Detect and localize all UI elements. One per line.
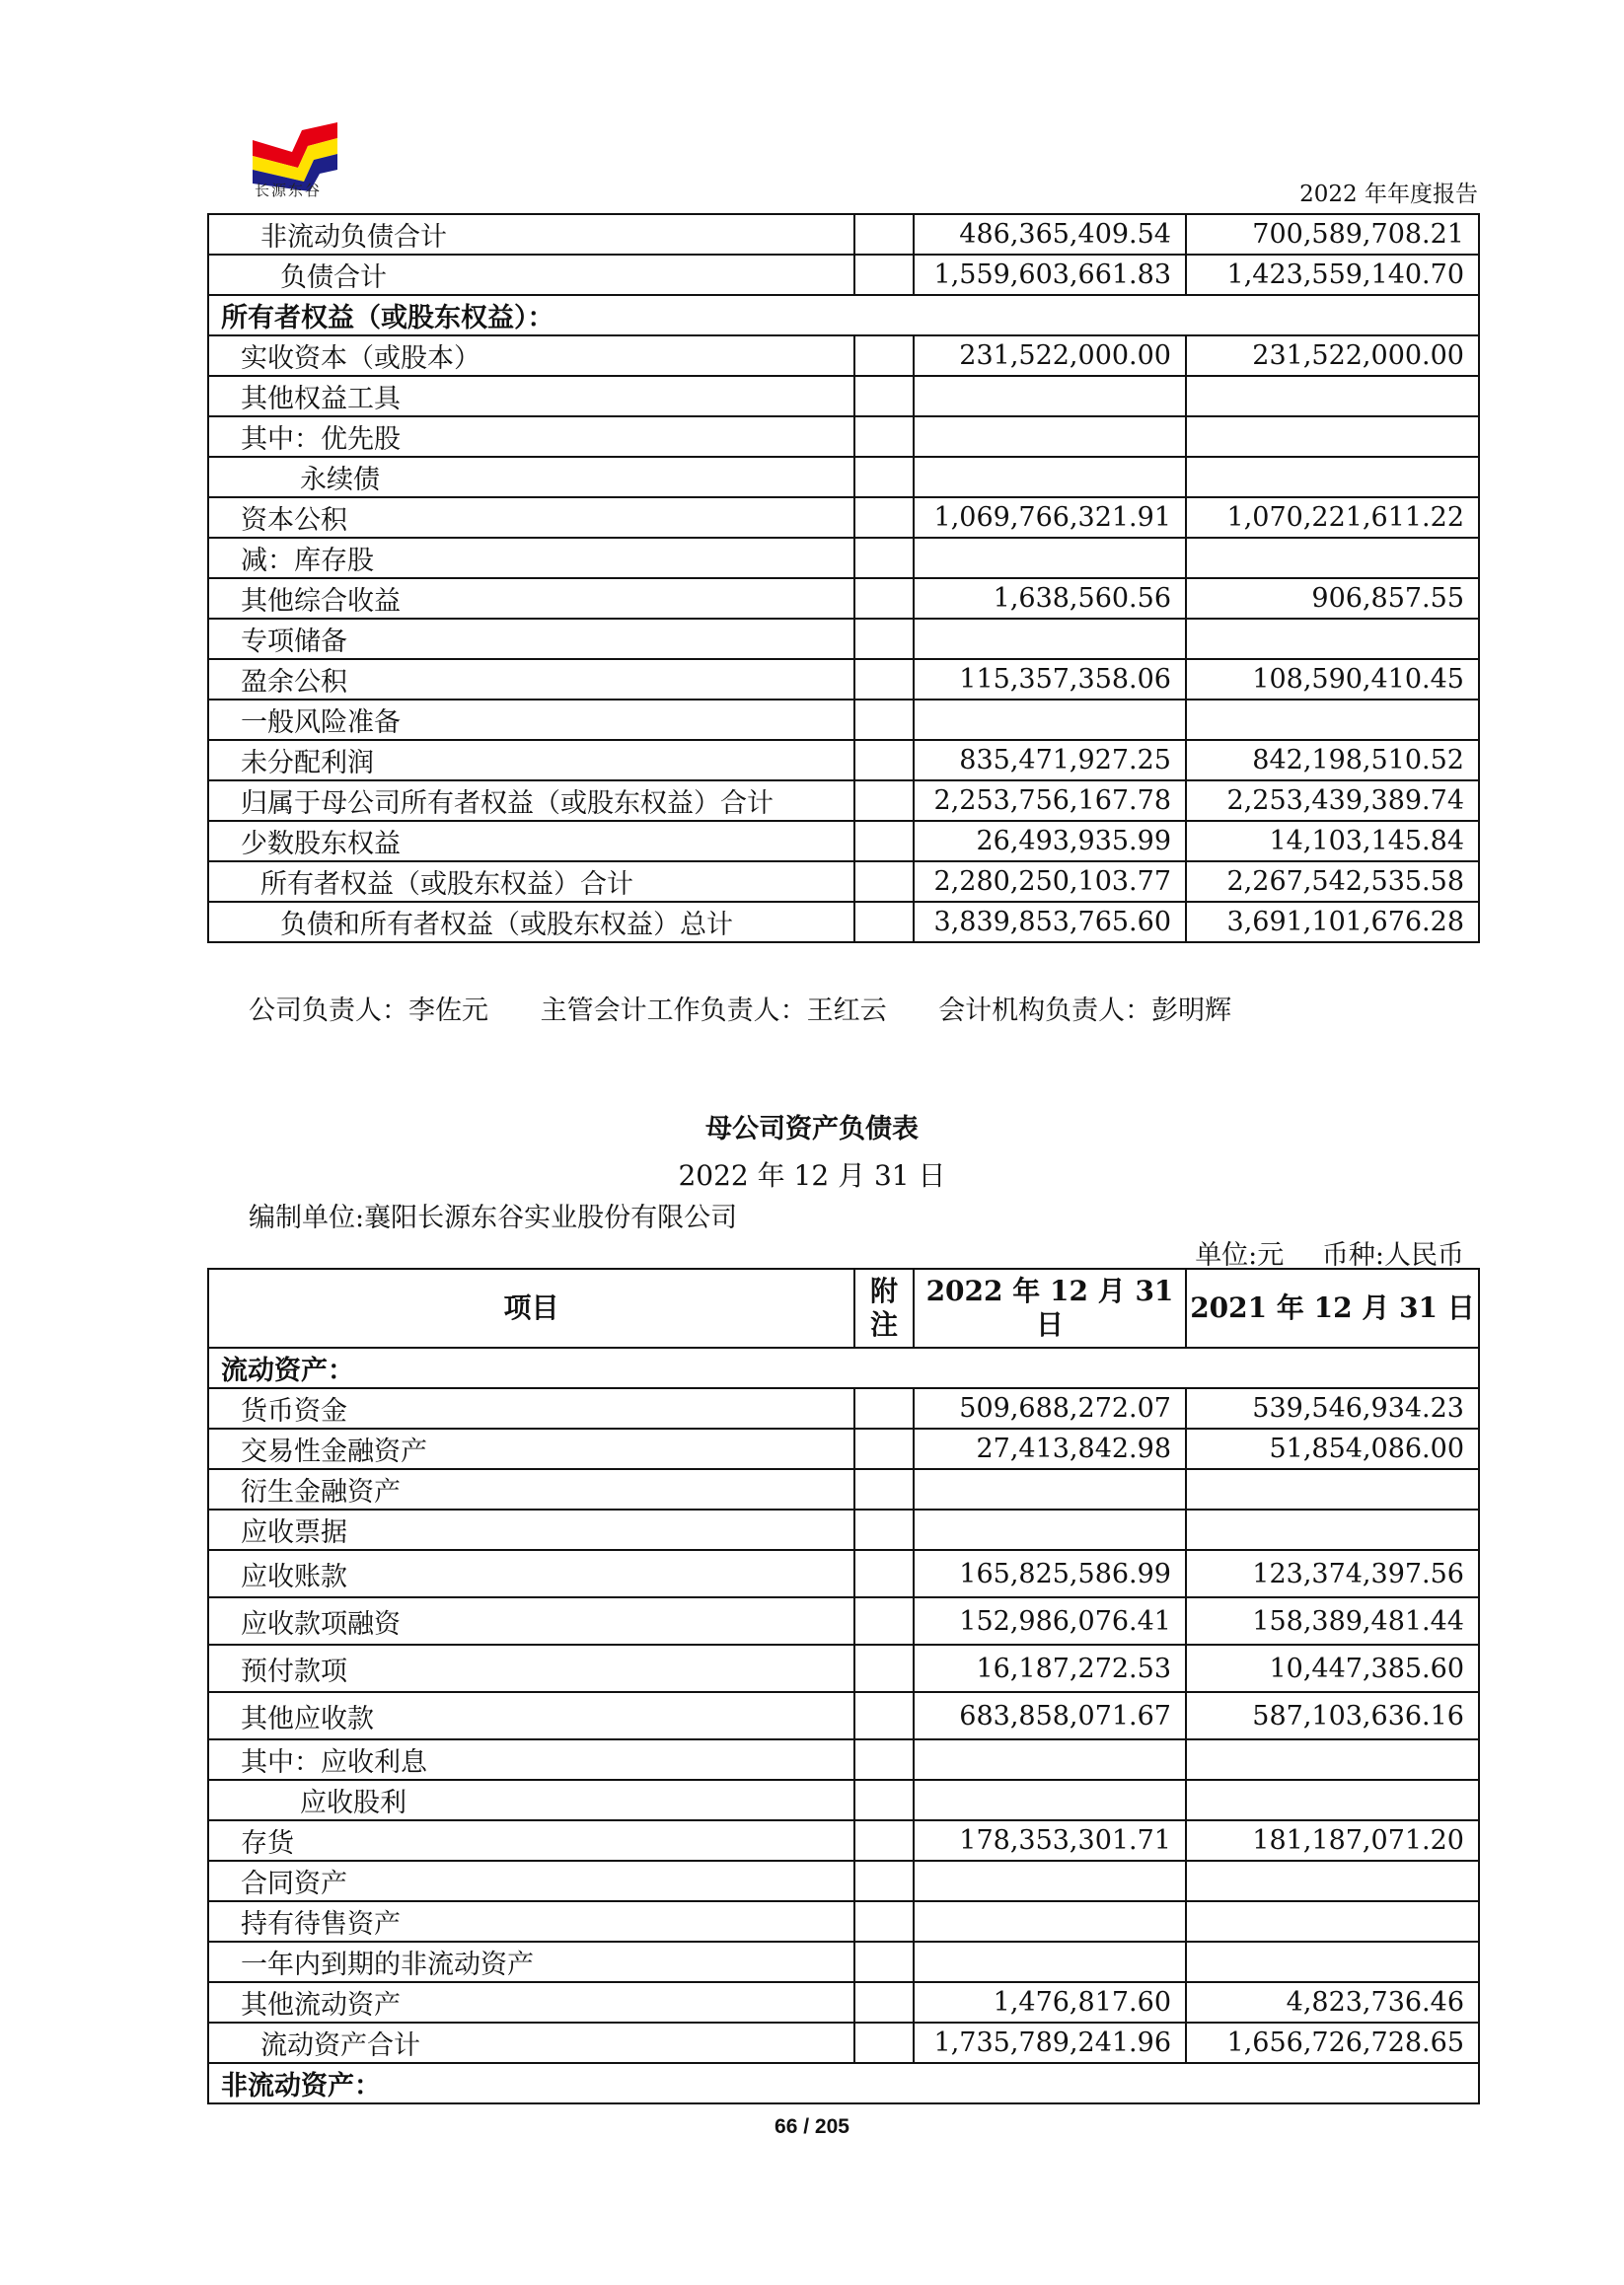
table-row [208, 376, 1479, 416]
section-header-row [208, 1348, 1479, 1388]
row-note [854, 1692, 914, 1739]
table-row [208, 1597, 1479, 1645]
table-row [208, 214, 1479, 255]
row-value-2021 [1186, 457, 1479, 497]
row-item-label: 货币资金 [208, 1388, 854, 1429]
row-value-2022: 835,471,927.25 [914, 740, 1186, 780]
row-value-2021 [1186, 376, 1479, 416]
row-value-2022 [914, 1510, 1186, 1550]
row-value-2022: 1,476,817.60 [914, 1982, 1186, 2023]
accounting-head-signature: 主管会计工作负责人：王红云 [540, 995, 887, 1026]
table-row [208, 1861, 1479, 1901]
table-row [208, 1942, 1479, 1982]
row-value-2022: 3,839,853,765.60 [914, 902, 1186, 942]
row-note [854, 1388, 914, 1429]
row-note [854, 255, 914, 295]
row-note [854, 335, 914, 376]
row-value-2021: 842,198,510.52 [1186, 740, 1479, 780]
row-value-2021: 158,389,481.44 [1186, 1597, 1479, 1645]
row-item-label: 非流动负债合计 [208, 214, 854, 255]
company-head-signature: 公司负责人：李佐元 [249, 995, 488, 1026]
row-note [854, 416, 914, 457]
row-value-2022: 683,858,071.67 [914, 1692, 1186, 1739]
row-value-2022 [914, 619, 1186, 659]
row-item-label: 减：库存股 [208, 538, 854, 578]
row-value-2021: 108,590,410.45 [1186, 659, 1479, 700]
table-row [208, 538, 1479, 578]
row-note [854, 1982, 914, 2023]
row-item-label: 资本公积 [208, 497, 854, 538]
row-item-label: 持有待售资产 [208, 1901, 854, 1942]
row-item-label: 其中：应收利息 [208, 1739, 854, 1780]
row-value-2021: 231,522,000.00 [1186, 335, 1479, 376]
row-value-2022 [914, 457, 1186, 497]
row-value-2022 [914, 700, 1186, 740]
row-value-2022: 16,187,272.53 [914, 1645, 1186, 1692]
row-note [854, 659, 914, 700]
table-row [208, 1692, 1479, 1739]
table-row [208, 1739, 1479, 1780]
row-item-label: 其他权益工具 [208, 376, 854, 416]
row-value-2021: 587,103,636.16 [1186, 1692, 1479, 1739]
row-value-2022: 1,069,766,321.91 [914, 497, 1186, 538]
row-note [854, 1645, 914, 1692]
row-item-label: 专项储备 [208, 619, 854, 659]
parent-balance-sheet-table [207, 1268, 1480, 2104]
logo-text: 长源东谷 [255, 182, 323, 199]
section-label: 所有者权益（或股东权益）： [208, 295, 1479, 335]
row-note [854, 1597, 914, 1645]
row-item-label: 归属于母公司所有者权益（或股东权益）合计 [208, 780, 854, 821]
statement-date: 2022 年 12 月 31 日 [678, 1159, 946, 1192]
row-item-label: 一般风险准备 [208, 700, 854, 740]
row-value-2022 [914, 1901, 1186, 1942]
row-value-2021 [1186, 538, 1479, 578]
table-header-row [208, 1269, 1479, 1348]
row-value-2022: 152,986,076.41 [914, 1597, 1186, 1645]
table-row [208, 1510, 1479, 1550]
table-row [208, 255, 1479, 295]
accounting-dept-head-signature: 会计机构负责人：彭明辉 [938, 995, 1232, 1026]
page-header [207, 111, 1478, 215]
row-note [854, 2023, 914, 2063]
row-value-2021: 906,857.55 [1186, 578, 1479, 619]
row-value-2021: 2,253,439,389.74 [1186, 780, 1479, 821]
table-row [208, 1550, 1479, 1597]
row-item-label: 其他应收款 [208, 1692, 854, 1739]
row-value-2021 [1186, 1780, 1479, 1820]
row-note [854, 780, 914, 821]
table-row [208, 578, 1479, 619]
row-value-2022 [914, 1780, 1186, 1820]
currency-label: 币种:人民币 [1321, 1240, 1464, 1271]
row-value-2021: 3,691,101,676.28 [1186, 902, 1479, 942]
row-note [854, 1820, 914, 1861]
table-row [208, 416, 1479, 457]
row-value-2021: 4,823,736.46 [1186, 1982, 1479, 2023]
row-item-label: 预付款项 [208, 1645, 854, 1692]
row-value-2021: 700,589,708.21 [1186, 214, 1479, 255]
row-value-2021 [1186, 700, 1479, 740]
table-row [208, 1780, 1479, 1820]
row-note [854, 821, 914, 861]
row-item-label: 盈余公积 [208, 659, 854, 700]
table-row [208, 1901, 1479, 1942]
row-note [854, 1429, 914, 1469]
row-note [854, 1861, 914, 1901]
row-value-2022: 165,825,586.99 [914, 1550, 1186, 1597]
row-value-2021 [1186, 1739, 1479, 1780]
section-label: 非流动资产： [208, 2063, 1479, 2103]
row-note [854, 457, 914, 497]
table-row [208, 497, 1479, 538]
row-item-label: 其中：优先股 [208, 416, 854, 457]
row-value-2021: 1,423,559,140.70 [1186, 255, 1479, 295]
row-value-2021: 51,854,086.00 [1186, 1429, 1479, 1469]
section-label: 流动资产： [208, 1348, 1479, 1388]
row-item-label: 存货 [208, 1820, 854, 1861]
statement-title: 母公司资产负债表 [705, 1114, 919, 1144]
row-value-2021 [1186, 416, 1479, 457]
row-note [854, 619, 914, 659]
table-row [208, 1982, 1479, 2023]
row-note [854, 214, 914, 255]
table-row [208, 2023, 1479, 2063]
row-item-label: 一年内到期的非流动资产 [208, 1942, 854, 1982]
column-header-note [854, 1269, 914, 1348]
row-value-2022 [914, 1942, 1186, 1982]
row-value-2022 [914, 1861, 1186, 1901]
row-item-label: 应收票据 [208, 1510, 854, 1550]
row-note [854, 1510, 914, 1550]
row-value-2022: 26,493,935.99 [914, 821, 1186, 861]
row-item-label: 应收账款 [208, 1550, 854, 1597]
row-note [854, 497, 914, 538]
column-header-2021: 2021 年 12 月 31 日 [1186, 1269, 1479, 1348]
table-row [208, 861, 1479, 902]
table-row [208, 1429, 1479, 1469]
row-value-2022: 2,253,756,167.78 [914, 780, 1186, 821]
row-item-label: 衍生金融资产 [208, 1469, 854, 1510]
column-header-item: 项目 [208, 1269, 854, 1348]
note-header-text: 附 注 [869, 1275, 898, 1341]
row-value-2021: 181,187,071.20 [1186, 1820, 1479, 1861]
table-row [208, 1820, 1479, 1861]
row-value-2022 [914, 416, 1186, 457]
row-value-2022: 1,559,603,661.83 [914, 255, 1186, 295]
row-value-2021: 539,546,934.23 [1186, 1388, 1479, 1429]
row-note [854, 1469, 914, 1510]
row-value-2022: 1,638,560.56 [914, 578, 1186, 619]
row-note [854, 578, 914, 619]
unit-label: 单位:元 [1195, 1240, 1285, 1271]
row-item-label: 未分配利润 [208, 740, 854, 780]
row-note [854, 376, 914, 416]
row-item-label: 负债合计 [208, 255, 854, 295]
row-item-label: 所有者权益（或股东权益）合计 [208, 861, 854, 902]
row-value-2021 [1186, 1861, 1479, 1901]
row-value-2021 [1186, 1469, 1479, 1510]
row-value-2022: 509,688,272.07 [914, 1388, 1186, 1429]
row-item-label: 交易性金融资产 [208, 1429, 854, 1469]
row-note [854, 700, 914, 740]
row-value-2022: 27,413,842.98 [914, 1429, 1186, 1469]
row-value-2022: 1,735,789,241.96 [914, 2023, 1186, 2063]
row-item-label: 少数股东权益 [208, 821, 854, 861]
column-header-2022: 2022 年 12 月 31 日 [914, 1269, 1186, 1348]
table-row [208, 1645, 1479, 1692]
row-value-2022: 2,280,250,103.77 [914, 861, 1186, 902]
row-value-2022 [914, 376, 1186, 416]
row-value-2021: 123,374,397.56 [1186, 1550, 1479, 1597]
row-note [854, 861, 914, 902]
row-value-2021 [1186, 1942, 1479, 1982]
table-row [208, 619, 1479, 659]
row-value-2022 [914, 1739, 1186, 1780]
consolidated-balance-sheet-table [207, 213, 1480, 943]
section-header-row [208, 295, 1479, 335]
row-note [854, 740, 914, 780]
table-row [208, 1469, 1479, 1510]
row-value-2022: 115,357,358.06 [914, 659, 1186, 700]
table-row [208, 740, 1479, 780]
row-value-2022: 231,522,000.00 [914, 335, 1186, 376]
row-note [854, 1901, 914, 1942]
row-value-2021: 10,447,385.60 [1186, 1645, 1479, 1692]
table-row [208, 335, 1479, 376]
unit-currency-line [1165, 1233, 1464, 1272]
row-value-2021: 14,103,145.84 [1186, 821, 1479, 861]
row-note [854, 1739, 914, 1780]
compiler-line: 编制单位:襄阳长源东谷实业股份有限公司 [249, 1203, 738, 1233]
row-value-2022: 178,353,301.71 [914, 1820, 1186, 1861]
row-value-2021 [1186, 1901, 1479, 1942]
row-item-label: 永续债 [208, 457, 854, 497]
row-value-2021: 1,070,221,611.22 [1186, 497, 1479, 538]
row-item-label: 其他综合收益 [208, 578, 854, 619]
row-value-2021: 1,656,726,728.65 [1186, 2023, 1479, 2063]
row-item-label: 应收股利 [208, 1780, 854, 1820]
table-row [208, 780, 1479, 821]
row-item-label: 负债和所有者权益（或股东权益）总计 [208, 902, 854, 942]
table-row [208, 902, 1479, 942]
row-note [854, 902, 914, 942]
row-item-label: 实收资本（或股本） [208, 335, 854, 376]
row-item-label: 其他流动资产 [208, 1982, 854, 2023]
row-note [854, 538, 914, 578]
row-item-label: 应收款项融资 [208, 1597, 854, 1645]
section-header-row [208, 2063, 1479, 2103]
row-item-label: 流动资产合计 [208, 2023, 854, 2063]
table-row [208, 457, 1479, 497]
row-value-2021 [1186, 619, 1479, 659]
table-row [208, 659, 1479, 700]
table-row [208, 1388, 1479, 1429]
page-number: 66 / 205 [775, 2115, 849, 2138]
signature-line [249, 989, 1275, 1027]
row-value-2022 [914, 1469, 1186, 1510]
row-value-2022: 486,365,409.54 [914, 214, 1186, 255]
row-value-2021: 2,267,542,535.58 [1186, 861, 1479, 902]
row-note [854, 1942, 914, 1982]
row-value-2022 [914, 538, 1186, 578]
row-value-2021 [1186, 1510, 1479, 1550]
table-row [208, 821, 1479, 861]
row-note [854, 1550, 914, 1597]
table-row [208, 700, 1479, 740]
report-title: 2022 年年度报告 [1299, 182, 1478, 207]
row-note [854, 1780, 914, 1820]
row-item-label: 合同资产 [208, 1861, 854, 1901]
